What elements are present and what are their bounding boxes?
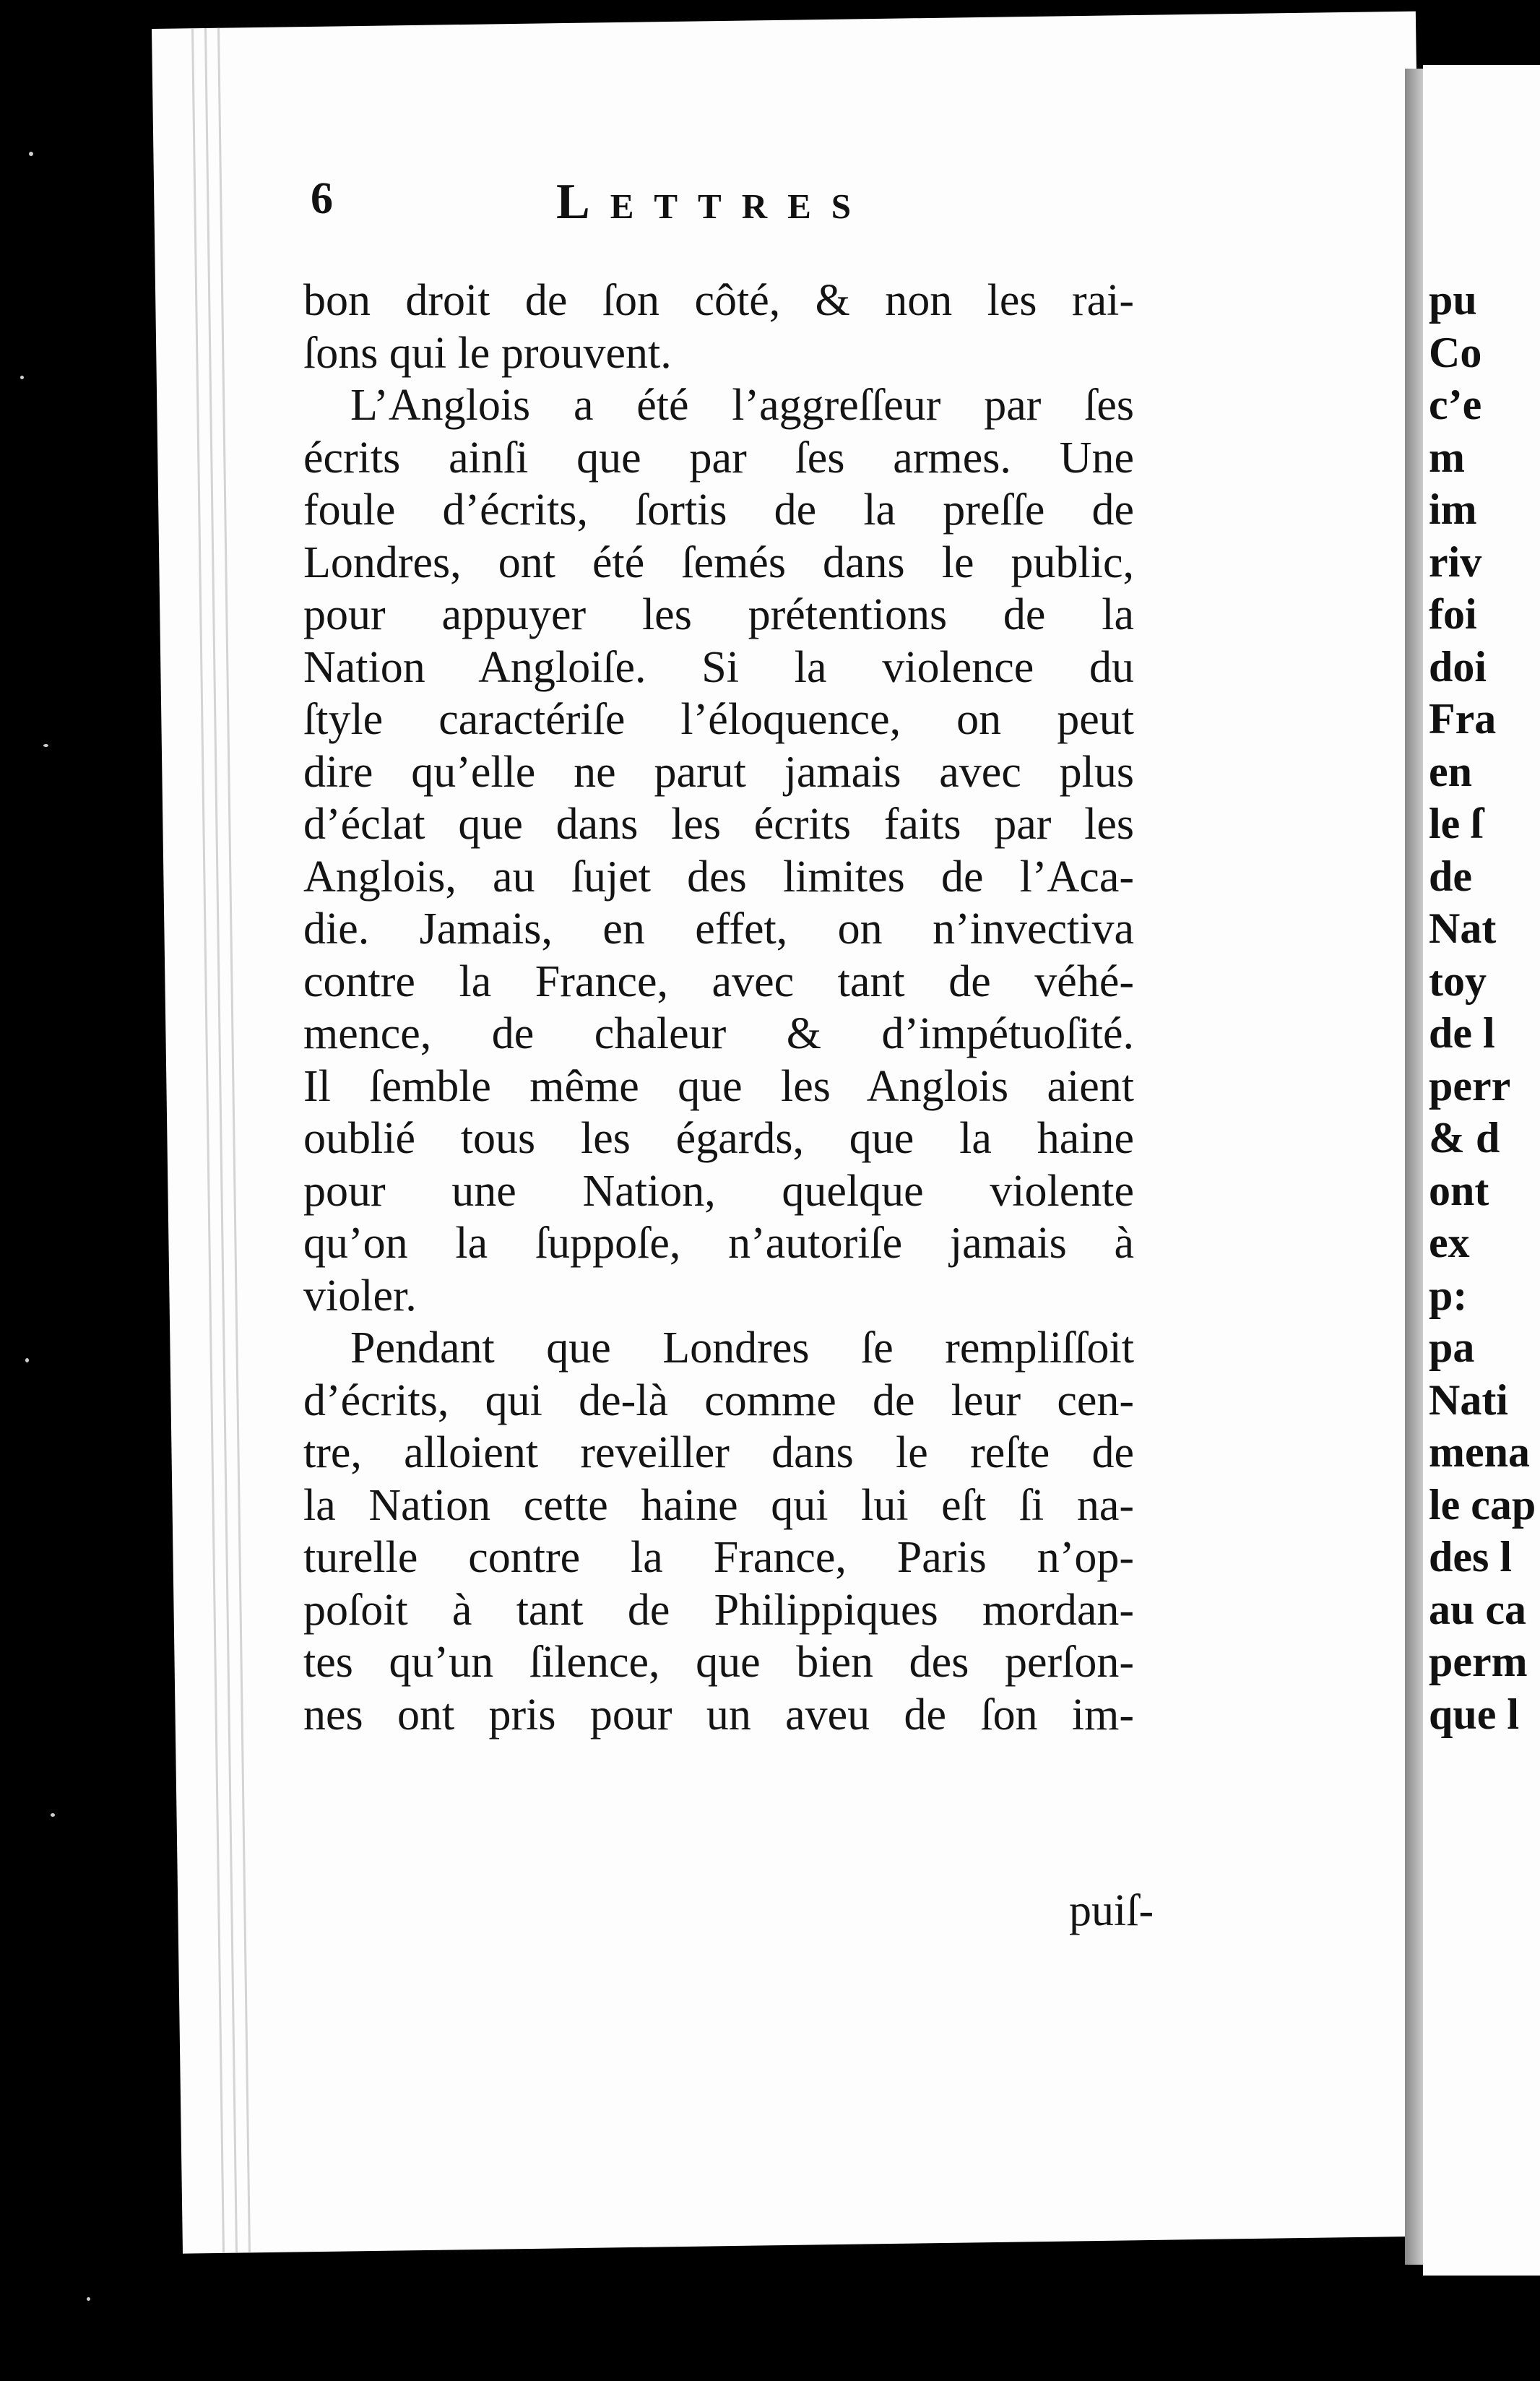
facing-page-fragment: p: [1429,1271,1468,1319]
facing-page-fragment: & d [1429,1114,1500,1162]
catchword: puiſ- [1069,1886,1154,1935]
body-text [303,275,1134,1741]
text-line: d’écrits, qui de-là comme de leur cen- [303,1375,1134,1425]
text-line: Il ſemble même que les Anglois aient [303,1061,1134,1111]
text-line: oublié tous les égards, que la haine [303,1114,1134,1163]
page-edge-lines [191,27,266,2253]
facing-page-fragment: pu [1429,276,1477,324]
facing-page-fragment: Nati [1429,1375,1508,1424]
dust-speck [51,1813,55,1817]
text-line: tre, alloient reveiller dans le reſte de [303,1428,1134,1477]
facing-page-fragment: Fra [1429,695,1497,743]
facing-page-fragment: ex [1429,1219,1470,1266]
text-line: Londres, ont été ſemés dans le public, [303,537,1134,587]
facing-page-fragment: m [1429,433,1465,481]
text-line: ſons qui le prouvent. [303,328,672,378]
dust-speck [29,152,33,156]
text-line: mence, de chaleur & d’impétuoſité. [303,1009,1134,1058]
facing-page-fragment: pa [1429,1323,1475,1371]
text-line: dire qu’elle ne parut jamais avec plus [303,747,1134,797]
facing-page-fragment: perr [1429,1061,1511,1110]
text-line: nes ont pris pour un aveu de ſon im- [303,1690,1134,1740]
facing-page-fragment: toy [1429,956,1487,1005]
text-line: Anglois, au ſujet des limites de l’Aca- [303,852,1134,902]
facing-page-fragment: en [1429,747,1472,795]
dust-speck [20,376,24,379]
text-line: ſtyle caractériſe l’éloquence, on peut [303,695,1134,744]
facing-page-fragment: le ſ [1429,800,1483,847]
text-line: Pendant que Londres ſe rempliſſoit [350,1323,1134,1373]
dust-speck [43,744,48,747]
dust-speck [87,2297,90,2301]
page-number: 6 [311,174,333,223]
facing-page-fragment: perm [1429,1638,1528,1685]
facing-page-fragment: Nat [1429,904,1497,952]
facing-page-fragment: que l [1429,1690,1520,1738]
facing-page-fragment: de [1429,852,1472,900]
facing-page-fragment: le cap [1429,1480,1536,1529]
text-line: la Nation cette haine qui lui eſt ſi na- [303,1480,1134,1530]
facing-page-fragment: de l [1429,1009,1495,1057]
facing-page-fragment: riv [1429,537,1482,586]
facing-page-fragment: mena [1429,1428,1530,1476]
running-title: Lettres [556,174,872,230]
text-line: die. Jamais, en effet, on n’invectiva [303,904,1134,954]
facing-page-fragment: des l [1429,1533,1513,1581]
facing-page-fragment: doi [1429,642,1487,691]
text-line: violer. [303,1271,417,1321]
facing-page-fragment: c’e [1429,381,1482,428]
facing-page-fragment: au ca [1429,1585,1526,1633]
text-line: turelle contre la France, Paris n’op- [303,1533,1134,1582]
facing-page-fragment: Co [1429,328,1482,376]
text-line: poſoit à tant de Philippiques mordan- [303,1585,1134,1635]
text-line: qu’on la ſuppoſe, n’autoriſe jamais à [303,1219,1134,1268]
text-line: pour une Nation, quelque violente [303,1166,1134,1216]
text-line: tes qu’un ſilence, que bien des perſon- [303,1638,1134,1687]
dust-speck [25,1358,29,1362]
facing-page-fragment: foi [1429,590,1477,638]
text-line: bon droit de ſon côté, & non les rai- [303,276,1134,325]
text-line: Nation Angloiſe. Si la violence du [303,642,1134,692]
text-line: écrits ainſi que par ſes armes. Une [303,433,1134,483]
running-head [311,173,1112,246]
facing-page-fragment: im [1429,485,1477,533]
facing-page [1423,65,1540,2276]
text-line: L’Anglois a été l’aggreſſeur par ſes [350,381,1134,430]
text-line: foule d’écrits, ſortis de la preſſe de [303,485,1134,535]
text-line: contre la France, avec tant de véhé- [303,956,1134,1006]
text-line: pour appuyer les prétentions de la [303,590,1134,639]
text-line: d’éclat que dans les écrits faits par les [303,800,1134,849]
facing-page-fragment: ont [1429,1166,1489,1214]
